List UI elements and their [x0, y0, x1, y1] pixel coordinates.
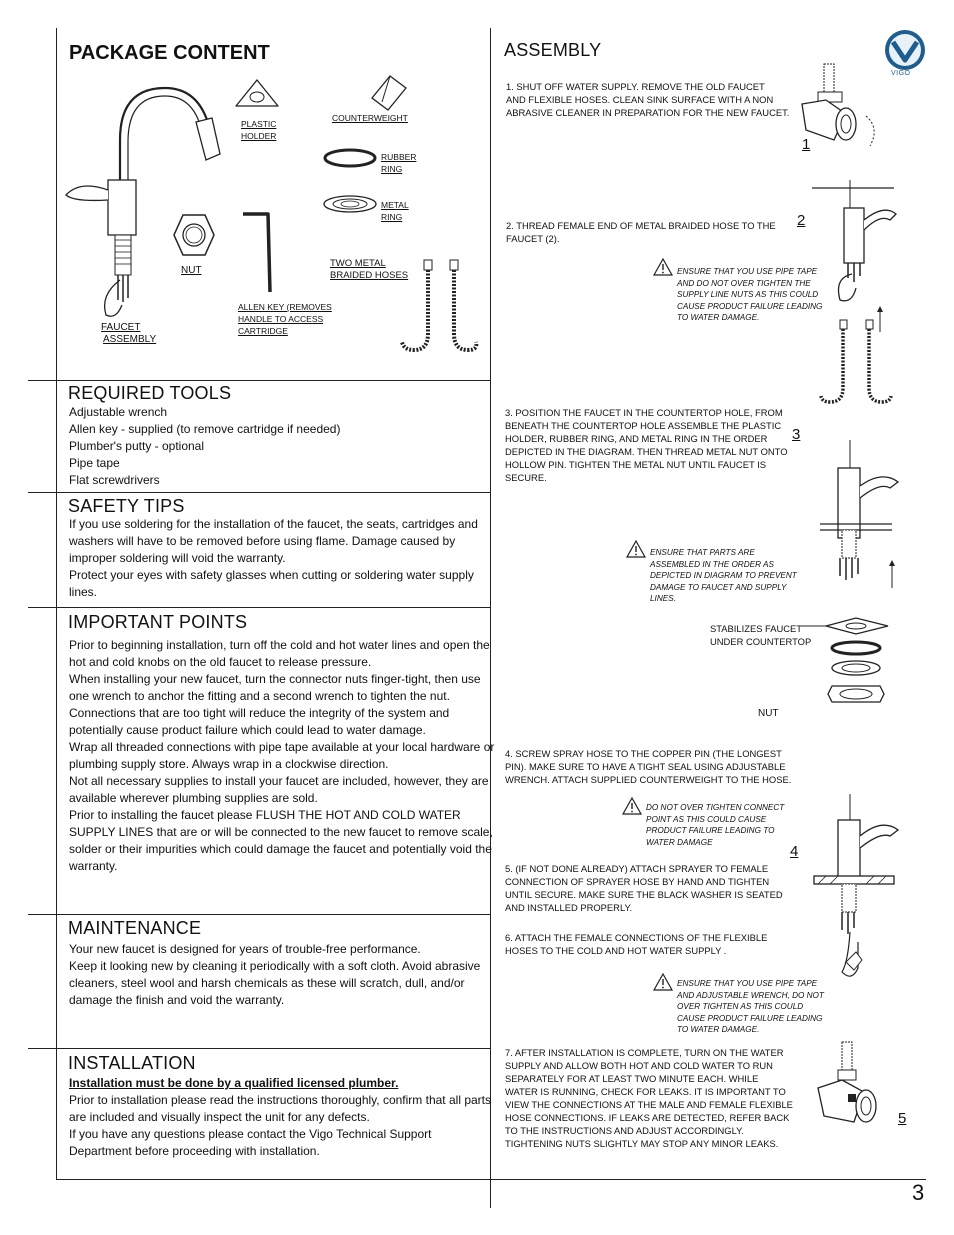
plastic-holder-icon: [232, 76, 282, 112]
stabilizes-label: STABILIZES FAUCET UNDER COUNTERTOP: [710, 623, 812, 647]
counterweight-icon: [366, 72, 410, 112]
braided-hoses-icon: [398, 258, 480, 358]
nut-label: NUT: [181, 265, 202, 276]
arrow-up-icon: [876, 306, 884, 332]
exploded-parts-icon: [800, 608, 910, 716]
list-item: Adjustable wrench: [69, 405, 168, 419]
faucet-label: FAUCET ASSEMBLY: [101, 322, 157, 345]
rubber-ring-icon: [322, 146, 378, 170]
allen-key-icon: [240, 210, 280, 296]
page-number: 3: [912, 1180, 925, 1205]
assembly-title: ASSEMBLY: [504, 40, 602, 60]
maintenance-title: MAINTENANCE: [68, 918, 202, 938]
nut-icon: [172, 212, 216, 258]
nut-label-assembly: NUT: [758, 708, 779, 719]
figure-number: 4: [790, 843, 799, 860]
list-item: Plumber's putty - optional: [69, 439, 205, 453]
safety-title: SAFETY TIPS: [68, 496, 185, 516]
warning-icon: [653, 973, 673, 991]
maintenance-text: Your new faucet is designed for years of trouble-free performance. Keep it looking new by cleaning it periodically with a soft cloth. Avoid abrasive cleaners, steel wool and harsh chemicals as these will scratch, dull, and/or damage the finish and void the warranty.: [69, 942, 481, 1007]
figure-number: 1: [802, 136, 811, 153]
warning-icon: [622, 797, 642, 815]
points-title: IMPORTANT POINTS: [68, 612, 248, 632]
warning-step-2: ENSURE THAT YOU USE PIPE TAPE AND DO NOT OVER TIGHTEN THE SUPPLY LINE NUTS AS THIS COULD CAUSE PRODUCT FAILURE LEADING TO WATER DAMAGE.: [677, 267, 823, 322]
rubber-ring-label: RUBBER RING: [381, 152, 417, 174]
list-item: Allen key - supplied (to remove cartridge if needed): [69, 422, 341, 436]
step-3-text: 3. POSITION THE FAUCET IN THE COUNTERTOP HOLE, FROM BENEATH THE COUNTERTOP HOLE ASSEMBLE THE PLASTIC HOLDER, RUBBER RING, AND METAL RING IN THE ORDER DEPICTED IN THE DIAGRAM. THEN THREAD METAL NUT ONTO HOLLOW PIN. TIGHTEN THE METAL NUT UNTIL FAUCET IS SECURE.: [505, 407, 788, 483]
step-6-text: 6. ATTACH THE FEMALE CONNECTIONS OF THE FLEXIBLE HOSES TO THE COLD AND HOT WATER SUPPLY .: [505, 932, 768, 956]
package-title: PACKAGE CONTENT: [69, 42, 270, 64]
figure-number: 3: [792, 426, 801, 443]
warning-step-3: ENSURE THAT PARTS ARE ASSEMBLED IN THE ORDER AS DEPICTED IN DIAGRAM TO PREVENT DAMAGE TO FAUCET AND SUPPLY LINES.: [650, 548, 797, 603]
faucet-sprayer-icon: [812, 792, 912, 992]
divider-safety: [28, 492, 490, 493]
step-5-text: 5. (IF NOT DONE ALREADY) ATTACH SPRAYER TO FEMALE CONNECTION OF SPRAYER HOSE BY HAND AND TIGHTEN UNTIL SECURE. MAKE SURE THE BLACK WASHER IS SEATED AND INSTALLED PROPERLY.: [505, 863, 783, 913]
arrow-up-icon: [888, 560, 896, 588]
warning-icon: [653, 258, 673, 276]
warning-step-4: DO NOT OVER TIGHTEN CONNECT POINT AS THIS COULD CAUSE PRODUCT FAILURE LEADING TO WATER DAMAGE: [646, 803, 785, 847]
counterweight-label: COUNTERWEIGHT: [332, 113, 408, 123]
allen-key-label: ALLEN KEY (REMOVES HANDLE TO ACCESS CARTRIDGE: [238, 302, 332, 336]
faucet-with-hose-icon: [810, 178, 910, 318]
installation-title: INSTALLATION: [68, 1053, 196, 1073]
warning-icon: [626, 540, 646, 558]
tools-title: REQUIRED TOOLS: [68, 383, 232, 403]
warning-step-6: ENSURE THAT YOU USE PIPE TAPE AND ADJUSTABLE WRENCH, DO NOT OVER TIGHTEN AS THIS COULD CAUSE PRODUCT FAILURE LEADING TO WATER DAMAGE.: [677, 979, 824, 1034]
column-divider: [490, 28, 491, 1208]
metal-ring-icon: [322, 192, 378, 216]
divider-maintenance: [28, 914, 490, 915]
plastic-holder-label: PLASTIC HOLDER: [241, 119, 277, 141]
metal-ring-label: METAL RING: [381, 200, 409, 222]
points-text: Prior to beginning installation, turn off the cold and hot water lines and open the hot and cold knobs on the old faucet to release pressure. When installing your new faucet, turn the connector nuts finger-tight, then use one wrench to anchor the fitting and a second wrench to tighten the nut. Connections that are too tight will reduce the integrity of the system and potentially cause product failure which could lead to water damage. Wrap all threaded connections with pipe tape available at your local hardware or plumbing supply store. Always wrap in a clockwise direction. Not all necessary supplies to install your faucet are included, however, they are available wherever plumbing supplies are sold. Prior to installing the faucet please FLUSH THE HOT AND COLD WATER SUPPLY LINES that are or will be connected to the new faucet to remove scale, solder or their impurities which could damage the faucet and potentially void the warranty.: [69, 638, 495, 873]
list-item: Pipe tape: [69, 456, 120, 470]
figure-number: 5: [898, 1110, 907, 1127]
step-4-text: 4. SCREW SPRAY HOSE TO THE COPPER PIN (THE LONGEST PIN). MAKE SURE TO HAVE A TIGHT SEAL USING ADJUSTABLE WRENCH. ATTACH SUPPLIED COUNTERWEIGHT TO THE HOSE.: [505, 748, 792, 785]
faucet-assembly-icon: [60, 80, 220, 330]
figure-number: 2: [797, 212, 806, 229]
tools-list: [69, 404, 340, 489]
left-border: [56, 28, 57, 1180]
divider-installation: [28, 1048, 490, 1049]
bottom-border: [56, 1179, 926, 1180]
step-7-text: 7. AFTER INSTALLATION IS COMPLETE, TURN ON THE WATER SUPPLY AND ALLOW BOTH HOT AND COLD WATER TO RUN SEPARATELY FOR AT LEAST TWO MINUTE EACH. WHILE WATER IS RUNNING, CHECK FOR LEAKS. IT IS IMPORTANT TO VIEW THE CONNECTIONS AT THE MALE AND FEMALE FLEXIBLE HOSE CONNECTIONS. IF LEAKS ARE DETECTED, REFER BACK TO THE INSTRUCTIONS AND ADJUST ACCORDINGLY. TIGHTENING NUTS SLIGHTLY MAY STOP ANY MINOR LEAKS.: [505, 1047, 793, 1149]
step-2-text: 2. THREAD FEMALE END OF METAL BRAIDED HOSE TO THE FAUCET (2).: [506, 220, 776, 244]
vigo-logo-text: VIGO: [891, 70, 911, 77]
divider-points: [28, 607, 490, 608]
step-1-text: 1. SHUT OFF WATER SUPPLY. REMOVE THE OLD FAUCET AND FLEXIBLE HOSES. CLEAN SINK SURFACE WITH A NON ABRASIVE CLEANER IN PREPARATION FOR THE NEW FAUCET.: [506, 81, 790, 118]
safety-text: If you use soldering for the installation of the faucet, the seats, cartridges and washers will have to be removed before using flame. Damage caused by improper soldering will void the warranty. Protect your eyes with safety glasses when cutting or soldering water supply lines.: [69, 517, 478, 599]
valve-connected-icon: [812, 1040, 888, 1132]
installation-text: Installation must be done by a qualified licensed plumber. Prior to installation please read the instructions thoroughly, confirm that all parts are included and visually inspect the unit for any defects. If you have any questions please contact the Vigo Technical Support Department before proceeding with installation.: [69, 1076, 491, 1158]
list-item: Flat screwdrivers: [69, 473, 160, 487]
divider-tools: [28, 380, 490, 381]
hoses-label: TWO METAL BRAIDED HOSES: [330, 258, 409, 281]
